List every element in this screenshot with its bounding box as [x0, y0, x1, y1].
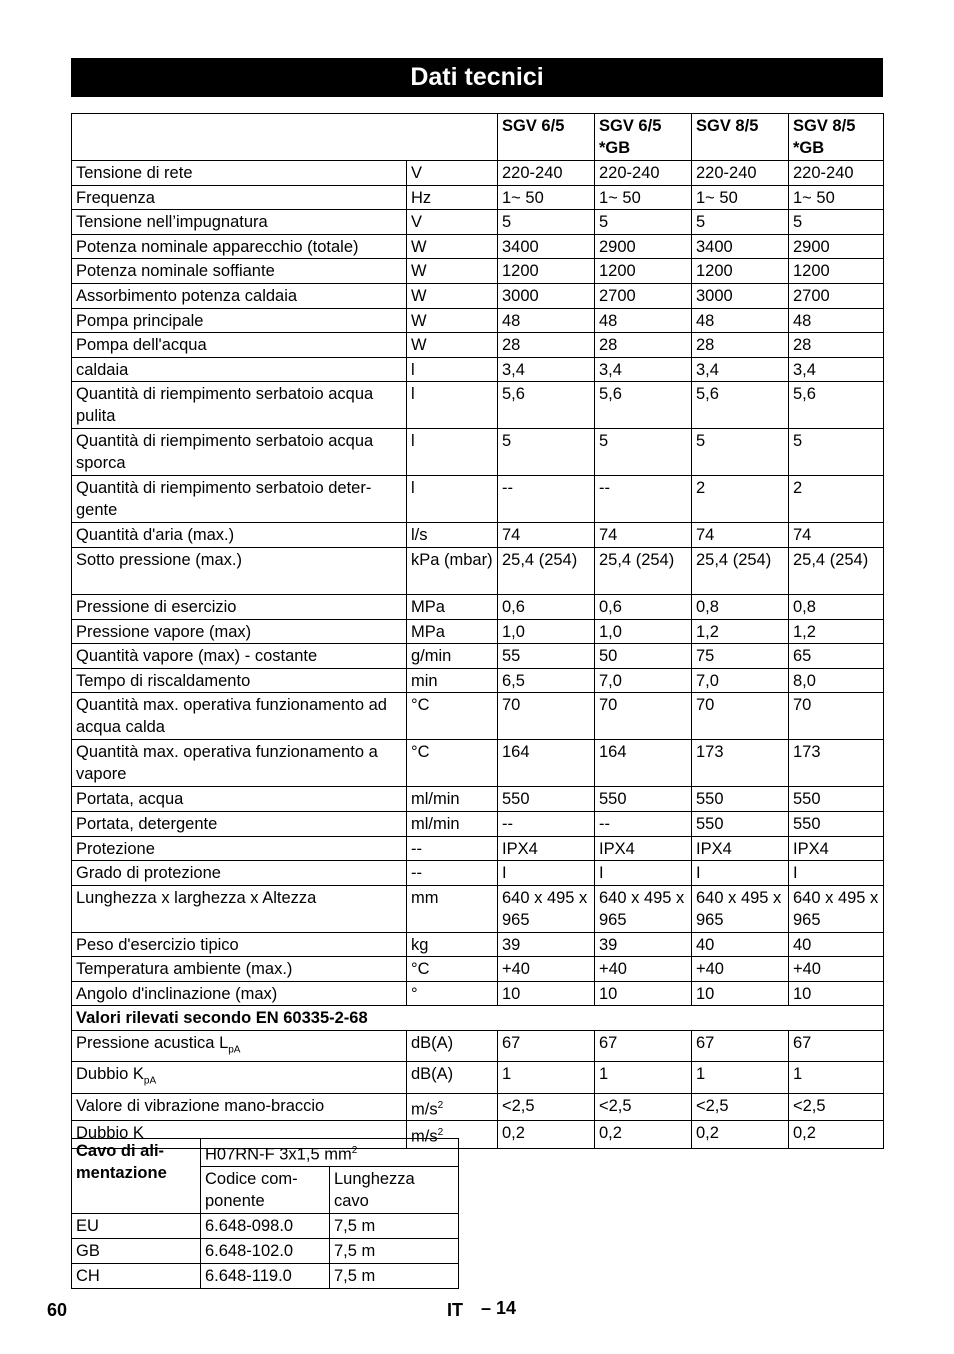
- row-label: Sotto pressione (max.): [72, 547, 407, 594]
- table-row: [72, 787, 884, 812]
- row-value: 25,4 (254): [789, 547, 884, 594]
- row-value: 5: [789, 210, 884, 235]
- row-value: 550: [789, 811, 884, 836]
- row-value: 0,2: [789, 1121, 884, 1149]
- row-unit: °C: [407, 740, 498, 787]
- table-row: [72, 811, 884, 836]
- row-value: 40: [789, 932, 884, 957]
- row-value: 48: [692, 308, 789, 333]
- row-unit: l: [407, 382, 498, 429]
- cable-code: 6.648-098.0: [201, 1213, 330, 1238]
- row-value: 1~ 50: [692, 185, 789, 210]
- row-label: Portata, detergente: [72, 811, 407, 836]
- row-label: Pompa dell'acqua: [72, 333, 407, 358]
- row-value: 1~ 50: [595, 185, 692, 210]
- row-unit: MPa: [407, 619, 498, 644]
- row-value: 1200: [498, 259, 595, 284]
- row-value: 50: [595, 644, 692, 669]
- section-row: [72, 1006, 884, 1031]
- row-value: 3,4: [789, 357, 884, 382]
- row-value: 550: [498, 787, 595, 812]
- language-code: IT: [447, 1300, 463, 1320]
- row-value: 1: [692, 1062, 789, 1093]
- row-value: I: [498, 861, 595, 886]
- row-value: 1200: [692, 259, 789, 284]
- row-label: Tensione nell’impugnatura: [72, 210, 407, 235]
- row-label: Quantità vapore (max) - costante: [72, 644, 407, 669]
- row-label: Quantità di riempimento serbatoio deter-gente: [72, 476, 407, 523]
- row-value: 48: [498, 308, 595, 333]
- table-row: [72, 357, 884, 382]
- row-label: Portata, acqua: [72, 787, 407, 812]
- technical-data-table: [71, 113, 884, 1149]
- table-row: [72, 619, 884, 644]
- table-row: [72, 283, 884, 308]
- row-unit: W: [407, 283, 498, 308]
- row-label: Grado di protezione: [72, 861, 407, 886]
- row-value: 1: [595, 1062, 692, 1093]
- row-unit: °C: [407, 693, 498, 740]
- row-value: 5: [692, 210, 789, 235]
- row-value: 7,0: [692, 668, 789, 693]
- row-value: 39: [498, 932, 595, 957]
- row-value: 550: [789, 787, 884, 812]
- row-value: 0,2: [498, 1121, 595, 1149]
- row-unit: $m/s^2$: [407, 1093, 498, 1121]
- row-value: I: [595, 861, 692, 886]
- table-row: [72, 1093, 884, 1121]
- cable-label: Cavo di ali-mentazione: [72, 1139, 201, 1214]
- row-label: Dubbio $K_{pA}$: [72, 1062, 407, 1093]
- row-value: 0,2: [692, 1121, 789, 1149]
- row-value: 5,6: [595, 382, 692, 429]
- table-row: [72, 668, 884, 693]
- row-value: 550: [692, 811, 789, 836]
- row-value: 640 x 495 x 965: [498, 885, 595, 932]
- row-value: 1200: [789, 259, 884, 284]
- cable-country: GB: [72, 1238, 201, 1263]
- row-label: Pressione acustica $L_{pA}$: [72, 1031, 407, 1062]
- row-unit: l/s: [407, 523, 498, 548]
- row-label: Frequenza: [72, 185, 407, 210]
- row-value: 6,5: [498, 668, 595, 693]
- row-unit: °C: [407, 957, 498, 982]
- row-value: 25,4 (254): [595, 547, 692, 594]
- row-value: 550: [595, 787, 692, 812]
- row-value: --: [595, 811, 692, 836]
- page-title: Dati tecnici: [71, 58, 883, 97]
- row-value: 1: [789, 1062, 884, 1093]
- row-value: IPX4: [692, 836, 789, 861]
- row-unit: g/min: [407, 644, 498, 669]
- table-row: [72, 885, 884, 932]
- section-label: Valori rilevati secondo EN 60335-2-68: [72, 1006, 884, 1031]
- row-value: 74: [789, 523, 884, 548]
- row-value: IPX4: [789, 836, 884, 861]
- table-header-row: [72, 114, 884, 161]
- row-label: Pompa principale: [72, 308, 407, 333]
- row-value: 220-240: [595, 161, 692, 186]
- table-row: [72, 594, 884, 619]
- table-row: [72, 932, 884, 957]
- row-unit: $m/s^2$: [407, 1121, 498, 1149]
- row-value: +40: [595, 957, 692, 982]
- row-value: 3000: [498, 283, 595, 308]
- row-value: 25,4 (254): [692, 547, 789, 594]
- row-value: 48: [595, 308, 692, 333]
- row-label: Quantità max. operativa funzionamento ad acqua calda: [72, 693, 407, 740]
- row-value: 74: [595, 523, 692, 548]
- row-value: 3000: [692, 283, 789, 308]
- row-value: 3,4: [498, 357, 595, 382]
- table-row: [72, 382, 884, 429]
- row-unit: W: [407, 308, 498, 333]
- row-value: 28: [498, 333, 595, 358]
- cable-country: CH: [72, 1263, 201, 1288]
- row-value: 164: [498, 740, 595, 787]
- cable-code: 6.648-119.0: [201, 1263, 330, 1288]
- row-value: 10: [595, 981, 692, 1006]
- row-value: 173: [789, 740, 884, 787]
- row-value: 3,4: [595, 357, 692, 382]
- row-unit: l: [407, 476, 498, 523]
- row-value: +40: [498, 957, 595, 982]
- row-value: 0,6: [595, 594, 692, 619]
- row-value: 3400: [692, 234, 789, 259]
- row-value: 7,0: [595, 668, 692, 693]
- row-value: 640 x 495 x 965: [595, 885, 692, 932]
- row-value: <2,5: [595, 1093, 692, 1121]
- row-value: 1,0: [498, 619, 595, 644]
- row-unit: kg: [407, 932, 498, 957]
- row-unit: W: [407, 333, 498, 358]
- row-value: +40: [789, 957, 884, 982]
- row-value: 65: [789, 644, 884, 669]
- row-label: Quantità di riempimento serbatoio acqua sporca: [72, 429, 407, 476]
- row-value: 70: [692, 693, 789, 740]
- row-value: 1~ 50: [498, 185, 595, 210]
- row-value: 3,4: [692, 357, 789, 382]
- row-value: 1~ 50: [789, 185, 884, 210]
- table-row: [72, 957, 884, 982]
- row-value: 67: [692, 1031, 789, 1062]
- row-unit: min: [407, 668, 498, 693]
- row-value: 67: [595, 1031, 692, 1062]
- row-unit: kPa (mbar): [407, 547, 498, 594]
- row-value: 220-240: [692, 161, 789, 186]
- row-value: 39: [595, 932, 692, 957]
- row-value: 10: [692, 981, 789, 1006]
- row-label: Tensione di rete: [72, 161, 407, 186]
- model-header: SGV 8/5 *GB: [789, 114, 884, 161]
- row-value: 2: [692, 476, 789, 523]
- row-value: 1,0: [595, 619, 692, 644]
- row-value: --: [498, 811, 595, 836]
- row-value: 640 x 495 x 965: [789, 885, 884, 932]
- row-unit: ml/min: [407, 811, 498, 836]
- row-value: 5: [595, 210, 692, 235]
- row-value: <2,5: [789, 1093, 884, 1121]
- row-value: 25,4 (254): [498, 547, 595, 594]
- row-label: Pressione di esercizio: [72, 594, 407, 619]
- row-value: 28: [692, 333, 789, 358]
- row-label: Quantità d'aria (max.): [72, 523, 407, 548]
- row-value: +40: [692, 957, 789, 982]
- row-value: 74: [498, 523, 595, 548]
- row-value: 2900: [595, 234, 692, 259]
- row-value: I: [692, 861, 789, 886]
- page-number: 60: [47, 1300, 68, 1320]
- cable-col-length: Lunghezza cavo: [330, 1166, 459, 1213]
- table-row: [72, 1031, 884, 1062]
- row-label: Quantità di riempimento serbatoio acqua pulita: [72, 382, 407, 429]
- sub-page-number: – 14: [481, 1298, 517, 1318]
- cable-country: EU: [72, 1213, 201, 1238]
- row-value: <2,5: [498, 1093, 595, 1121]
- row-label: Protezione: [72, 836, 407, 861]
- row-value: 0,2: [595, 1121, 692, 1149]
- row-unit: dB(A): [407, 1062, 498, 1093]
- row-value: 5: [789, 429, 884, 476]
- row-unit: °: [407, 981, 498, 1006]
- row-value: 70: [498, 693, 595, 740]
- row-unit: --: [407, 836, 498, 861]
- row-unit: W: [407, 234, 498, 259]
- header-empty-cell: [72, 114, 498, 161]
- row-value: 74: [692, 523, 789, 548]
- row-value: 640 x 495 x 965: [692, 885, 789, 932]
- cable-code: 6.648-102.0: [201, 1238, 330, 1263]
- table-row: [72, 161, 884, 186]
- row-label: Potenza nominale apparecchio (totale): [72, 234, 407, 259]
- row-label: Temperatura ambiente (max.): [72, 957, 407, 982]
- row-label: caldaia: [72, 357, 407, 382]
- row-value: 1200: [595, 259, 692, 284]
- cable-length: 7,5 m: [330, 1263, 459, 1288]
- row-value: 70: [789, 693, 884, 740]
- table-row: [72, 333, 884, 358]
- table-row: [72, 836, 884, 861]
- cable-length: 7,5 m: [330, 1238, 459, 1263]
- table-row: [72, 185, 884, 210]
- row-label: Assorbimento potenza caldaia: [72, 283, 407, 308]
- row-unit: --: [407, 861, 498, 886]
- row-label: Pressione vapore (max): [72, 619, 407, 644]
- row-label: Dubbio K: [72, 1121, 407, 1149]
- row-value: 2700: [595, 283, 692, 308]
- cable-type: H07RN-F 3x1,5 $mm^2$: [201, 1139, 459, 1167]
- table-row: [72, 308, 884, 333]
- row-value: 5: [595, 429, 692, 476]
- row-value: 220-240: [789, 161, 884, 186]
- row-value: 1,2: [789, 619, 884, 644]
- row-value: 5: [692, 429, 789, 476]
- row-value: 5,6: [789, 382, 884, 429]
- table-row: [72, 210, 884, 235]
- row-value: 0,8: [789, 594, 884, 619]
- model-header: SGV 6/5: [498, 114, 595, 161]
- row-label: Valore di vibrazione mano-braccio: [72, 1093, 407, 1121]
- cable-length: 7,5 m: [330, 1213, 459, 1238]
- row-value: --: [595, 476, 692, 523]
- row-unit: mm: [407, 885, 498, 932]
- table-row: [72, 429, 884, 476]
- row-value: 5,6: [498, 382, 595, 429]
- row-value: I: [789, 861, 884, 886]
- row-value: 67: [498, 1031, 595, 1062]
- row-value: 5: [498, 429, 595, 476]
- row-value: 1: [498, 1062, 595, 1093]
- row-unit: W: [407, 259, 498, 284]
- row-value: 220-240: [498, 161, 595, 186]
- row-value: 28: [595, 333, 692, 358]
- row-value: <2,5: [692, 1093, 789, 1121]
- row-value: 173: [692, 740, 789, 787]
- row-unit: l: [407, 429, 498, 476]
- table-row: [72, 981, 884, 1006]
- table-row: [72, 476, 884, 523]
- row-label: Peso d'esercizio tipico: [72, 932, 407, 957]
- table-row: [72, 861, 884, 886]
- model-header: SGV 8/5: [692, 114, 789, 161]
- row-value: 10: [498, 981, 595, 1006]
- row-unit: dB(A): [407, 1031, 498, 1062]
- cable-col-code: Codice com-ponente: [201, 1166, 330, 1213]
- row-label: Potenza nominale soffiante: [72, 259, 407, 284]
- table-row: [72, 523, 884, 548]
- row-value: 1,2: [692, 619, 789, 644]
- row-value: 2: [789, 476, 884, 523]
- row-value: 5: [498, 210, 595, 235]
- row-value: IPX4: [595, 836, 692, 861]
- row-unit: V: [407, 210, 498, 235]
- row-value: 10: [789, 981, 884, 1006]
- row-value: IPX4: [498, 836, 595, 861]
- row-value: 0,8: [692, 594, 789, 619]
- row-value: 3400: [498, 234, 595, 259]
- table-row: [72, 259, 884, 284]
- row-label: Lunghezza x larghezza x Altezza: [72, 885, 407, 932]
- row-value: 2900: [789, 234, 884, 259]
- row-value: 70: [595, 693, 692, 740]
- row-value: 0,6: [498, 594, 595, 619]
- row-label: Angolo d'inclinazione (max): [72, 981, 407, 1006]
- table-row: [72, 1062, 884, 1093]
- row-value: 2700: [789, 283, 884, 308]
- table-row: [72, 234, 884, 259]
- row-value: 67: [789, 1031, 884, 1062]
- row-unit: ml/min: [407, 787, 498, 812]
- row-label: Tempo di riscaldamento: [72, 668, 407, 693]
- row-unit: Hz: [407, 185, 498, 210]
- row-value: 550: [692, 787, 789, 812]
- table-row: [72, 740, 884, 787]
- row-unit: l: [407, 357, 498, 382]
- row-value: 75: [692, 644, 789, 669]
- row-value: --: [498, 476, 595, 523]
- row-value: 28: [789, 333, 884, 358]
- table-row: [72, 693, 884, 740]
- table-row: [72, 644, 884, 669]
- row-value: 40: [692, 932, 789, 957]
- row-label: Quantità max. operativa funzionamento a vapore: [72, 740, 407, 787]
- row-unit: MPa: [407, 594, 498, 619]
- table-row: [72, 547, 884, 594]
- row-value: 8,0: [789, 668, 884, 693]
- model-header: SGV 6/5 *GB: [595, 114, 692, 161]
- row-value: 48: [789, 308, 884, 333]
- row-value: 5,6: [692, 382, 789, 429]
- power-cable-table: [71, 1138, 459, 1289]
- row-value: 164: [595, 740, 692, 787]
- row-value: 55: [498, 644, 595, 669]
- row-unit: V: [407, 161, 498, 186]
